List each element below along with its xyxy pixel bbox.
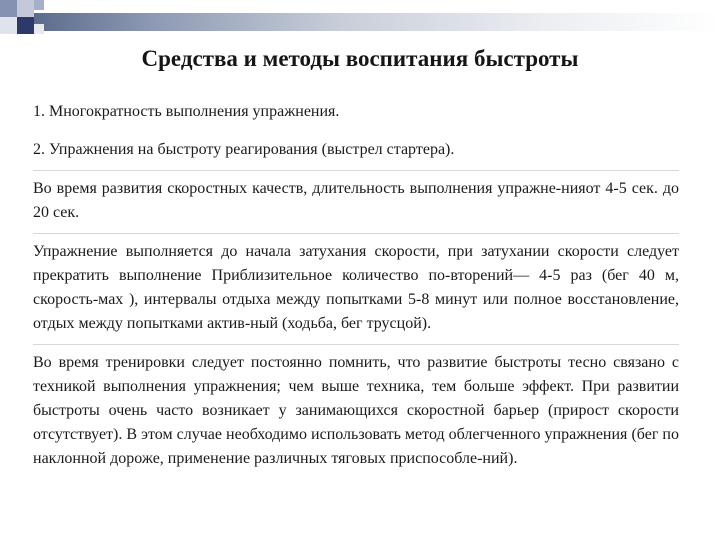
divider — [33, 233, 679, 234]
paragraph-item-2: 2. Упражнения на быстроту реагирования (выстрел стартера). — [33, 141, 455, 158]
header-gradient-bar — [30, 13, 720, 31]
paragraph-execution: Упражнение выполняется до начала затухания скорости, при затухании скорости следует прекратить выполнение Приблизительное количество по-вторений— 4-5 раз (бег 40 м, скорость-мах ), интервалы отдыха между попытками 5-8 минут или полное восстановление, отдых между попытками актив-ный (ходьба, бег трусцой). — [33, 243, 679, 332]
paragraph-training: Во время тренировки следует постоянно помнить, что развитие быстроты тесно связано с техникой выполнения упражнения; чем выше техника, тем больше эффект. При развитии быстроты очень часто возникает у занимающихся скоростной барьер (прирост скорости отсутствует). В этом случае необходимо использовать метод облегченного упражнения (бег по наклонной дороже, применение различных тяговых приспособле-ний). — [33, 354, 679, 467]
decor-square — [34, 24, 44, 34]
decor-square — [0, 17, 17, 34]
header-decoration — [0, 0, 720, 44]
decor-square — [34, 0, 44, 10]
slide-body — [33, 100, 679, 471]
paragraph-item-1: 1. Многократность выполнения упражнения. — [33, 103, 340, 120]
slide-title: Средства и методы воспитания быстроты — [141, 46, 579, 71]
divider — [33, 170, 679, 171]
decor-square — [0, 0, 17, 17]
decor-square — [17, 17, 34, 34]
paragraph-duration: Во время развития скоростных качеств, длительность выполнения упражне-нияот 4-5 сек. до 20 сек. — [33, 180, 679, 221]
decor-square — [17, 0, 34, 17]
divider — [33, 344, 679, 345]
